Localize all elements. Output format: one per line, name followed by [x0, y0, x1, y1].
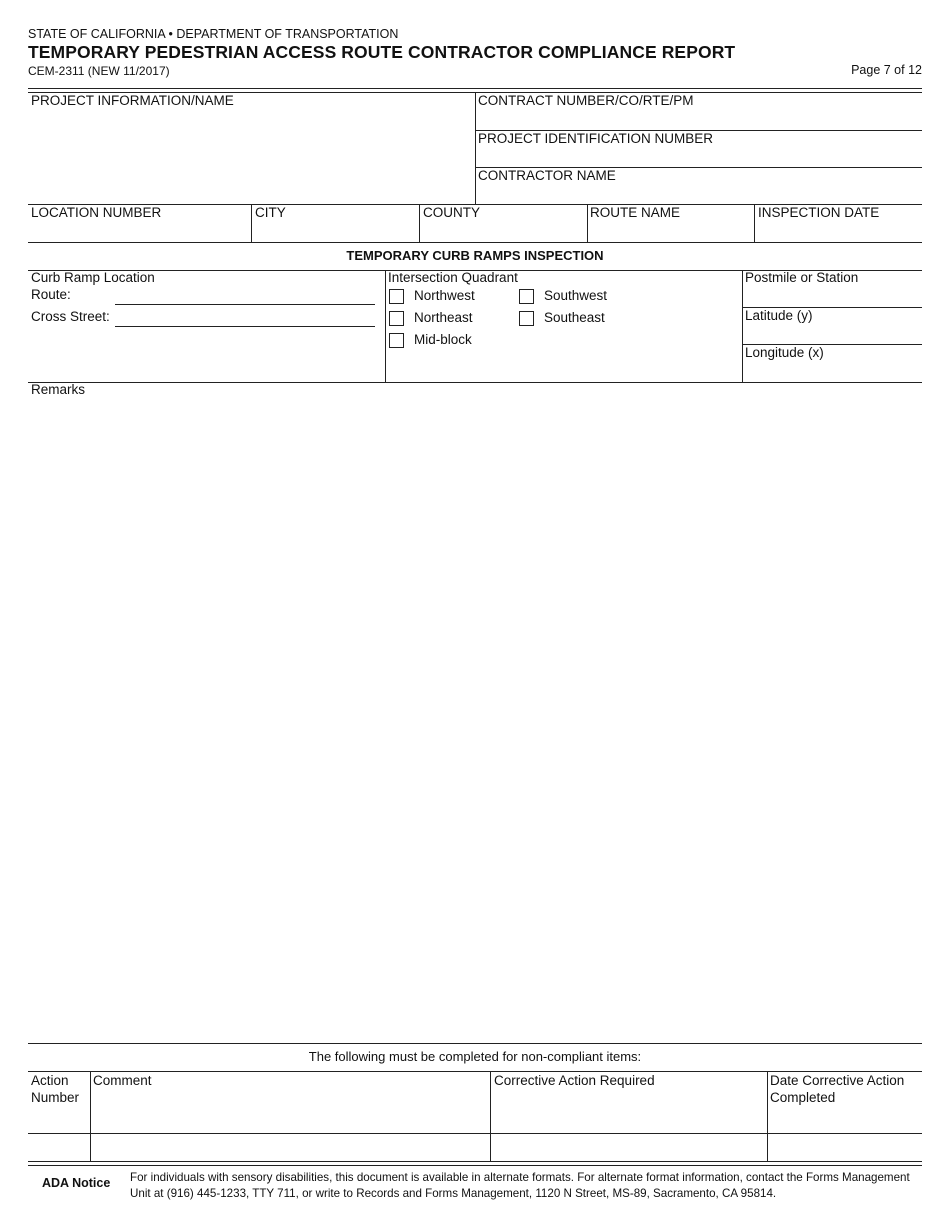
intersection-quadrant-label: Intersection Quadrant — [388, 270, 518, 285]
form-title: TEMPORARY PEDESTRIAN ACCESS ROUTE CONTRACTOR COMPLIANCE REPORT — [28, 42, 736, 62]
col-date-label-2: Completed — [770, 1090, 836, 1105]
date-completed-field[interactable] — [770, 1136, 920, 1159]
form-number: CEM-2311 (NEW 11/2017) — [28, 64, 170, 78]
longitude-label: Longitude (x) — [745, 345, 824, 360]
county-field[interactable] — [423, 222, 583, 240]
noncompliant-top-rule — [28, 1043, 922, 1044]
postmile-label: Postmile or Station — [745, 270, 859, 285]
route-name-label: ROUTE NAME — [590, 205, 681, 220]
table-divider-3 — [767, 1071, 768, 1161]
cross-street-label: Cross Street: — [31, 309, 110, 324]
contractor-name-field[interactable] — [478, 185, 918, 202]
southwest-checkbox[interactable] — [519, 289, 534, 304]
postmile-field[interactable] — [745, 287, 917, 305]
inspection-divider-1 — [385, 270, 386, 382]
latitude-label: Latitude (y) — [745, 308, 813, 323]
ada-notice-text: For individuals with sensory disabilities, this document is available in alternate formats. For alternate format information, contact the Forms Management Unit at (916) 445-1233, TTY 711, or write to Records and Forms Management, 1120 N Street, MS-89, Sacramento, CA 95814. — [130, 1171, 910, 1200]
northeast-label: Northeast — [414, 310, 473, 325]
col-action-label: Action — [31, 1073, 69, 1088]
loc-divider-2 — [419, 204, 420, 242]
county-label: COUNTY — [423, 205, 480, 220]
location-number-label: LOCATION NUMBER — [31, 205, 162, 220]
action-number-field[interactable] — [30, 1136, 88, 1159]
latitude-field[interactable] — [745, 325, 917, 343]
page-indicator: Page 7 of 12 — [851, 63, 922, 77]
table-divider-1 — [90, 1071, 91, 1161]
northeast-checkbox[interactable] — [389, 311, 404, 326]
table-divider-2 — [490, 1071, 491, 1161]
noncompliant-header-rule — [28, 1071, 922, 1072]
ada-notice-label: ADA Notice — [42, 1176, 111, 1190]
noncompliant-intro: The following must be completed for non-compliant items: — [308, 1049, 642, 1064]
southeast-checkbox[interactable] — [519, 311, 534, 326]
city-field[interactable] — [255, 222, 415, 240]
inspection-bottom-rule — [28, 382, 922, 383]
contract-number-label: CONTRACT NUMBER/CO/RTE/PM — [478, 93, 694, 108]
table-row-rule — [28, 1133, 922, 1134]
col-corrective-label: Corrective Action Required — [494, 1073, 655, 1088]
col-date-label-1: Date Corrective Action — [770, 1073, 905, 1088]
inspection-divider-2 — [742, 270, 743, 382]
contract-number-field[interactable] — [478, 110, 918, 128]
contractor-name-label: CONTRACTOR NAME — [478, 168, 616, 183]
longitude-field[interactable] — [745, 362, 917, 380]
city-label: CITY — [255, 205, 286, 220]
route-name-field[interactable] — [590, 222, 750, 240]
section-title: TEMPORARY CURB RAMPS INSPECTION — [346, 248, 604, 263]
location-bottom-rule — [28, 242, 922, 243]
inspection-date-label: INSPECTION DATE — [758, 205, 880, 220]
route-label: Route: — [31, 287, 71, 302]
project-divider — [475, 92, 476, 204]
location-number-field[interactable] — [31, 222, 247, 240]
remarks-field[interactable] — [31, 400, 919, 1038]
ada-rule-1 — [28, 1161, 922, 1162]
remarks-label: Remarks — [31, 382, 86, 397]
southwest-label: Southwest — [544, 288, 608, 303]
midblock-label: Mid-block — [414, 332, 472, 347]
midblock-checkbox[interactable] — [389, 333, 404, 348]
comment-field[interactable] — [93, 1136, 487, 1159]
route-input-line[interactable] — [115, 304, 375, 305]
project-info-label: PROJECT INFORMATION/NAME — [31, 93, 234, 108]
ada-rule-2 — [28, 1165, 922, 1166]
loc-divider-3 — [587, 204, 588, 242]
curb-ramp-location-label: Curb Ramp Location — [31, 270, 155, 285]
southeast-label: Southeast — [544, 310, 605, 325]
northwest-checkbox[interactable] — [389, 289, 404, 304]
project-id-field[interactable] — [478, 148, 918, 166]
project-id-label: PROJECT IDENTIFICATION NUMBER — [478, 131, 714, 146]
loc-divider-4 — [754, 204, 755, 242]
corrective-action-field[interactable] — [494, 1136, 764, 1159]
col-number-label: Number — [31, 1090, 80, 1105]
col-comment-label: Comment — [93, 1073, 152, 1088]
loc-divider-1 — [251, 204, 252, 242]
cross-street-input-line[interactable] — [115, 326, 375, 327]
agency-line: STATE OF CALIFORNIA • DEPARTMENT OF TRANSPORTATION — [28, 27, 399, 41]
northwest-label: Northwest — [414, 288, 475, 303]
top-rule — [28, 88, 922, 89]
project-info-field[interactable] — [31, 110, 471, 202]
inspection-date-field[interactable] — [758, 222, 918, 240]
